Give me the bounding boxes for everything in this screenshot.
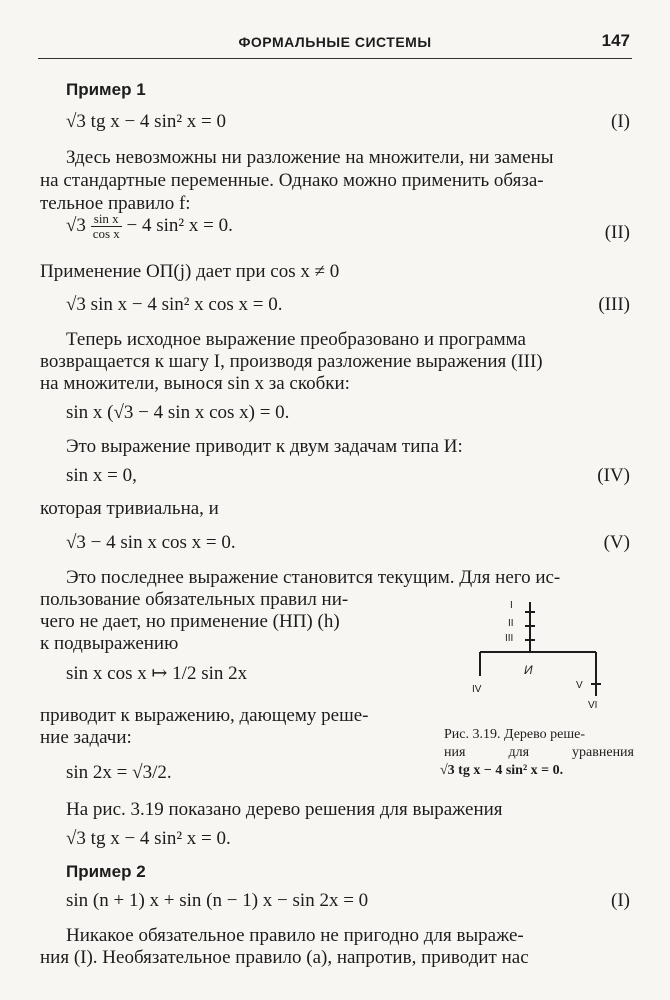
tree-label-iii: III [505,633,514,644]
para1-line1: Здесь невозможны ни разложение на множители, ни замены [66,147,554,168]
figure-caption-line1: Рис. 3.19. Дерево реше- [444,727,586,742]
header-rule [38,58,632,59]
para5: На рис. 3.19 показано дерево решения для выражения [66,799,503,820]
example1-eq2 [66,212,233,241]
para1-line3: тельное правило f: [40,193,191,214]
line-and: Это выражение приводит к двум задачам типа И: [66,436,463,457]
example1-eq5-label: (IV) [597,465,630,486]
example1-eq5: sin x = 0, [66,465,137,486]
tree-label-ii: II [508,618,514,629]
tree-label-i: I [510,600,513,611]
line-trivial: которая тривиальна, и [40,498,219,519]
example1-eq1-label: (I) [611,111,630,132]
example2-para-line2: ния (I). Необязательное правило (a), напротив, приводит нас [40,947,529,968]
para2-line1: Теперь исходное выражение преобразовано и программа [66,329,526,350]
para3-line1: Это последнее выражение становится текущим. Для него ис- [66,567,561,588]
example1-eq4: sin x (√3 − 4 sin x cos x) = 0. [66,402,290,423]
example1-eq6-label: (V) [603,532,630,553]
figure-caption-line2: ния для уравнения [444,745,634,760]
para3-line3: чего не дает, но применение (НП) (h) [40,611,340,632]
para3-line2: пользование обязательных правил ни- [40,589,349,610]
eq2-pre: √3 [66,214,86,236]
example1-eq2-label: (II) [604,222,630,243]
para3-line4: к подвыражению [40,633,179,654]
example1-eq3: √3 sin x − 4 sin² x cos x = 0. [66,294,283,315]
tree-label-iv: IV [472,684,482,695]
line-op: Применение ОП(j) дает при cos x ≠ 0 [40,261,340,282]
tree-label-and: И [524,663,533,677]
para4-line2: ние задачи: [40,727,132,748]
example1-heading: Пример 1 [66,80,146,99]
tree-label-vi: VI [588,700,598,711]
page-number: 147 [601,31,630,50]
eq2-post: − 4 sin² x = 0. [126,214,233,236]
figure-caption-line3: √3 tg x − 4 sin² x = 0. [440,763,564,778]
example1-eq7: sin x cos x ↦ 1/2 sin 2x [66,663,248,684]
example1-eq8: sin 2x = √3/2. [66,762,172,783]
example2-para-line1: Никакое обязательное правило не пригодно для выраже- [66,925,524,946]
example2-eq1: sin (n + 1) x + sin (n − 1) x − sin 2x = 0 [66,890,369,911]
para4-line1: приводит к выражению, дающему реше- [40,705,369,726]
para2-line2: возвращается к шагу I, производя разложение выражения (III) [40,351,543,372]
example2-heading: Пример 2 [66,862,146,881]
example2-eq1-label: (I) [611,890,630,911]
example1-eq1: √3 tg x − 4 sin² x = 0 [66,111,227,132]
tree-label-v: V [576,680,583,691]
eq2-fraction [91,212,122,241]
para2-line3: на множители, вынося sin x за скобки: [40,373,350,394]
example1-eq9: √3 tg x − 4 sin² x = 0. [66,828,231,849]
example1-eq6: √3 − 4 sin x cos x = 0. [66,532,236,553]
eq2-denominator: cos x [92,226,120,241]
para1-line2: на стандартные переменные. Однако можно применить обяза- [40,170,544,191]
example1-eq3-label: (III) [598,294,630,315]
solution-tree-figure [460,596,630,714]
running-header: ФОРМАЛЬНЫЕ СИСТЕМЫ [238,34,432,50]
eq2-numerator: sin x [91,212,122,227]
